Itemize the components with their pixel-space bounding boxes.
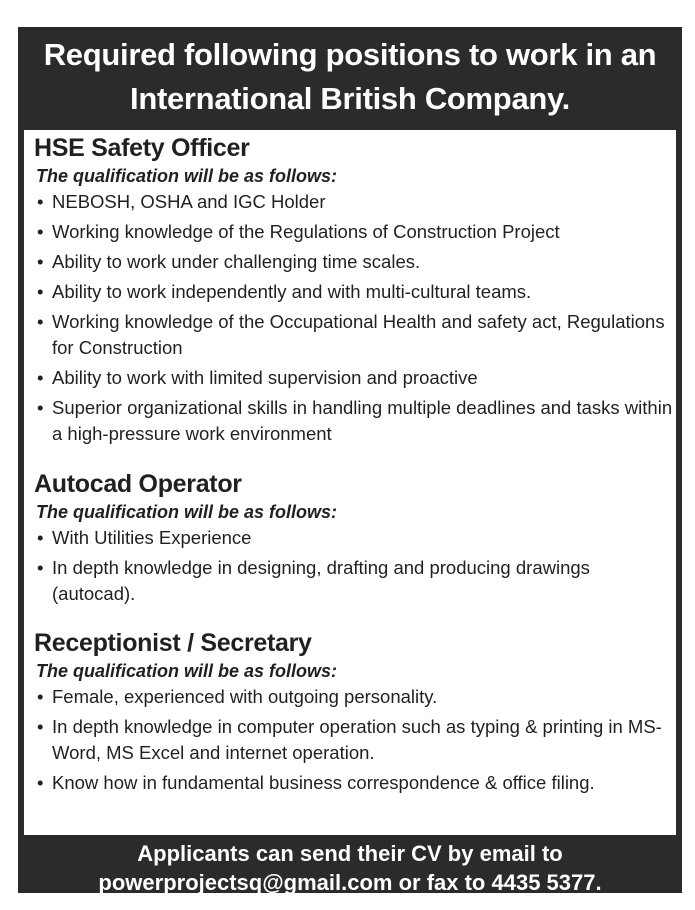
bullet: • <box>37 557 44 578</box>
list-item-text: Ability to work with limited supervision and proactive <box>52 367 478 388</box>
list-item-text: Working knowledge of the Regulations of Construction Project <box>52 221 560 242</box>
bullet: • <box>37 281 44 302</box>
list-item <box>34 395 674 447</box>
section-hse-safety-officer <box>34 133 674 451</box>
qualification-list <box>34 189 674 447</box>
bullet: • <box>37 397 44 418</box>
footer-line-1: Applicants can send their CV by email to <box>137 841 563 866</box>
list-item-text: Superior organizational skills in handling multiple deadlines and tasks within a high-pressure work environment <box>52 397 673 444</box>
list-item <box>34 365 674 391</box>
list-item-text: With Utilities Experience <box>52 527 252 548</box>
bullet: • <box>37 191 44 212</box>
header-line-1: Required following positions to work in an <box>43 37 657 72</box>
list-item <box>34 279 674 305</box>
list-item <box>34 189 674 215</box>
list-item-text: Female, experienced with outgoing personality. <box>52 686 438 707</box>
qualification-list <box>34 525 674 607</box>
bullet: • <box>37 221 44 242</box>
qualification-intro: The qualification will be as follows: <box>36 661 338 681</box>
list-item-text: Know how in fundamental business correspondence & office filing. <box>52 772 595 793</box>
list-item <box>34 714 674 766</box>
list-item-text: Ability to work under challenging time scales. <box>52 251 421 272</box>
list-item <box>34 525 674 551</box>
list-item-text: NEBOSH, OSHA and IGC Holder <box>52 191 326 212</box>
footer-contact: powerprojectsq@gmail.com or fax to 4435 5377. <box>98 870 602 895</box>
list-item-text: Working knowledge of the Occupational Health and safety act, Regulations for Construction <box>52 311 665 358</box>
qualification-list <box>34 684 674 796</box>
qualification-intro: The qualification will be as follows: <box>36 166 338 186</box>
list-item <box>34 684 674 710</box>
list-item <box>34 555 674 607</box>
qualification-intro: The qualification will be as follows: <box>36 502 338 522</box>
list-item-text: In depth knowledge in computer operation such as typing & printing in MS-Word, MS Excel and internet operation. <box>52 716 662 763</box>
ad-header <box>18 27 682 121</box>
list-item <box>34 249 674 275</box>
bullet: • <box>37 716 44 737</box>
section-autocad-operator <box>34 469 674 611</box>
ad-footer <box>18 839 682 893</box>
header-line-2: International British Company. <box>130 81 570 116</box>
job-advertisement <box>18 27 682 893</box>
bullet: • <box>37 772 44 793</box>
bullet: • <box>37 251 44 272</box>
section-title: HSE Safety Officer <box>34 134 250 162</box>
ad-body <box>24 130 676 835</box>
bullet: • <box>37 311 44 332</box>
list-item <box>34 770 674 796</box>
list-item <box>34 219 674 245</box>
section-receptionist-secretary <box>34 628 674 800</box>
section-title: Receptionist / Secretary <box>34 629 312 657</box>
list-item <box>34 309 674 361</box>
section-title: Autocad Operator <box>34 470 242 498</box>
bullet: • <box>37 527 44 548</box>
list-item-text: Ability to work independently and with multi-cultural teams. <box>52 281 532 302</box>
bullet: • <box>37 686 44 707</box>
list-item-text: In depth knowledge in designing, drafting and producing drawings (autocad). <box>52 557 590 604</box>
bullet: • <box>37 367 44 388</box>
